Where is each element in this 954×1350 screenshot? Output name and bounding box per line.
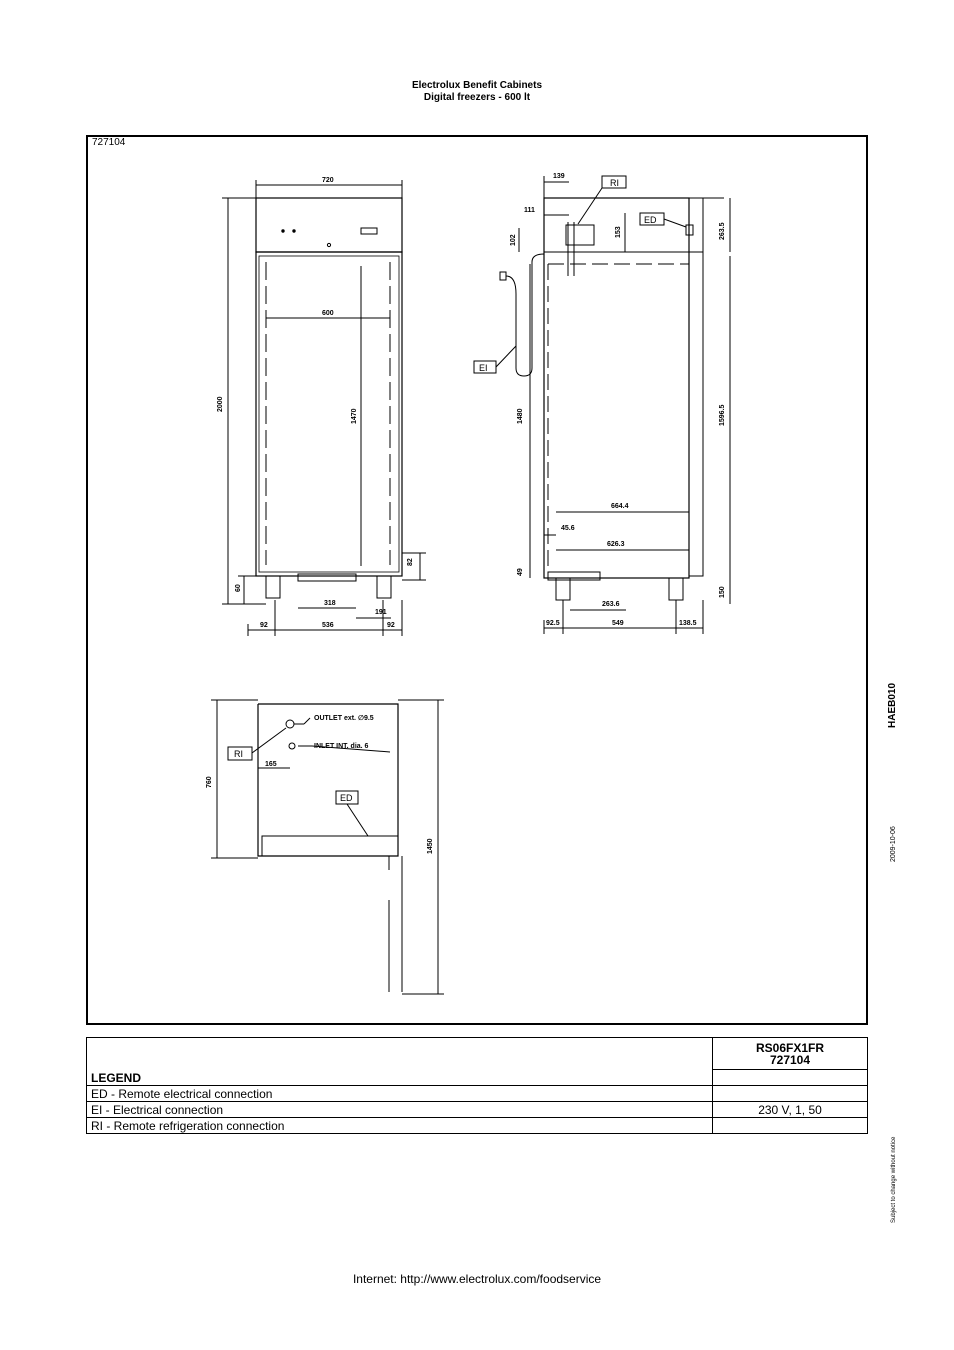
legend-table <box>86 1037 868 1134</box>
dim-191: 191 <box>375 609 387 616</box>
legend-value: 230 V, 1, 50 <box>713 1102 868 1118</box>
inlet-label: INLET INT. dia. 6 <box>314 743 369 750</box>
dim-536: 536 <box>322 622 334 629</box>
legend-label: EI - Electrical connection <box>87 1102 713 1118</box>
front-view-labels <box>217 177 414 629</box>
dim-1450: 1450 <box>427 838 434 854</box>
dim-153: 153 <box>615 226 622 238</box>
legend-row <box>87 1086 868 1102</box>
dim-102: 102 <box>510 234 517 246</box>
margin-texts <box>887 683 898 1223</box>
dim-1596-5: 1596.5 <box>719 404 726 426</box>
legend-row <box>87 1102 868 1118</box>
dim-111: 111 <box>524 207 535 214</box>
model-blank <box>713 1070 868 1086</box>
label-ed-side: ED <box>644 215 657 225</box>
dim-2000: 2000 <box>217 396 224 412</box>
model-code: 727104 <box>769 1052 811 1067</box>
dim-760: 760 <box>206 776 213 788</box>
dim-165: 165 <box>265 761 277 768</box>
legend-value <box>713 1118 868 1134</box>
drawing-code: 727104 <box>92 137 126 148</box>
dim-92-5: 92.5 <box>546 620 560 627</box>
legend-title: LEGEND <box>87 1038 713 1086</box>
model-cell <box>713 1038 868 1070</box>
sheet-date: 2009-10-06 <box>890 826 897 862</box>
front-view <box>222 180 426 636</box>
dim-263-6: 263.6 <box>602 601 620 608</box>
model-name: RS06FX1FR <box>755 1040 825 1055</box>
dim-150: 150 <box>719 586 726 598</box>
label-ri-side: RI <box>610 178 619 188</box>
top-view-labels <box>206 715 434 854</box>
label-ed-top: ED <box>340 793 353 803</box>
dim-720: 720 <box>322 177 334 184</box>
dim-45-6: 45.6 <box>561 525 575 532</box>
dim-318: 318 <box>324 600 336 607</box>
footer-url: Internet: http://www.electrolux.com/foodservice <box>352 1272 602 1286</box>
dim-92-right: 92 <box>387 622 395 629</box>
dim-1470: 1470 <box>351 408 358 424</box>
sheet-code: HAEB010 <box>887 682 898 728</box>
label-ei-side: EI <box>479 363 488 373</box>
change-notice: Subject to change without notice <box>891 1136 897 1223</box>
legend-value <box>713 1086 868 1102</box>
dim-49: 49 <box>517 568 524 576</box>
dim-60: 60 <box>235 584 242 592</box>
legend-label: ED - Remote electrical connection <box>87 1086 713 1102</box>
dim-263-5: 263.5 <box>719 222 726 240</box>
dim-138-5: 138.5 <box>679 620 697 627</box>
dim-139: 139 <box>553 173 565 180</box>
dim-664-4: 664.4 <box>611 503 629 510</box>
dim-1480: 1480 <box>517 408 524 424</box>
dim-82: 82 <box>407 558 414 566</box>
header-title: Electrolux Benefit Cabinets <box>411 80 543 91</box>
label-ri-top: RI <box>234 749 243 759</box>
legend-header-row <box>87 1038 868 1070</box>
header-subtitle: Digital freezers - 600 lt <box>423 92 531 103</box>
dim-600: 600 <box>322 310 334 317</box>
outlet-label: OUTLET ext. ∅9.5 <box>314 715 374 722</box>
legend-row <box>87 1118 868 1134</box>
dim-92-left: 92 <box>260 622 268 629</box>
dim-626-3: 626.3 <box>607 541 625 548</box>
legend-label: RI - Remote refrigeration connection <box>87 1118 713 1134</box>
dim-549: 549 <box>612 620 624 627</box>
